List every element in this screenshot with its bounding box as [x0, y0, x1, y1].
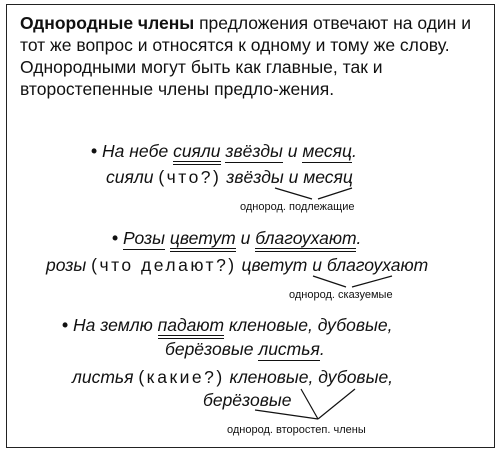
example-2-predicate-2: благоухают: [255, 228, 356, 252]
example-2-q-question: (что делают?): [91, 255, 237, 275]
example-1-predicate: сияли: [173, 141, 220, 165]
example-3-q-word: листья: [72, 367, 134, 387]
example-1-sentence: [91, 141, 357, 162]
bullet-icon: •: [62, 315, 69, 335]
example-2-q-word: розы: [46, 255, 87, 275]
example-3-sentence-line-1: [62, 315, 393, 336]
bullet-icon: •: [91, 141, 98, 161]
example-3-pre: На землю: [73, 315, 158, 335]
rule-body: предложения отвечают на один и тот же вопрос и относятся к одному и тому же слову. Однородными могут быть как главные, так и второстепенные члены предло-жения.: [20, 13, 471, 99]
example-2-note: однород. сказуемые: [289, 289, 393, 301]
example-1-subject-2: месяц: [302, 141, 352, 161]
example-1-q-and: и: [283, 167, 304, 187]
example-2-question: [46, 255, 428, 276]
example-2-q-and: и: [307, 255, 327, 275]
example-1-question: [106, 167, 353, 188]
rule-term: Однородные члены: [20, 13, 195, 33]
example-3-question-line-1: [72, 367, 393, 388]
example-3-q-rest: кленовые, дубовые,: [224, 367, 394, 387]
example-2-and: и: [235, 228, 256, 248]
example-1-note: однород. подлежащие: [240, 201, 355, 213]
example-3-note: однород. второстеп. члены: [227, 424, 366, 436]
example-1-and: и: [282, 141, 303, 161]
example-2-subject: Розы: [123, 228, 166, 248]
example-3-sentence-line-2: [165, 339, 325, 360]
example-3-question-line-2: [203, 390, 291, 411]
example-1-q-word: сияли: [106, 167, 154, 187]
example-2-sentence: [112, 228, 361, 249]
example-1-subject-1: звёзды: [225, 141, 283, 161]
example-3-mid: кленовые, дубовые,: [224, 315, 393, 335]
example-3-q-question: (какие?): [138, 367, 225, 387]
example-1-end: .: [351, 141, 357, 161]
example-1-q-w2: месяц: [303, 167, 353, 187]
example-1-q-w1: звёзды: [226, 167, 284, 187]
example-2-predicate-1: цветут: [170, 228, 236, 252]
example-2-end: .: [356, 228, 362, 248]
example-1-q-question: (что?): [158, 167, 222, 187]
bullet-icon: •: [112, 228, 119, 248]
example-3-predicate: падают: [158, 315, 225, 339]
example-3-q2: берёзовые: [203, 390, 292, 410]
example-2-q-w2: благоухают: [326, 255, 429, 275]
example-2-q-w1: цветут: [241, 255, 308, 275]
example-3-pre2: берёзовые: [165, 339, 259, 359]
example-3-end: .: [319, 339, 325, 359]
example-1-pre: На небе: [102, 141, 174, 161]
example-3-subject: листья: [258, 339, 320, 359]
rule-text: [20, 12, 490, 100]
